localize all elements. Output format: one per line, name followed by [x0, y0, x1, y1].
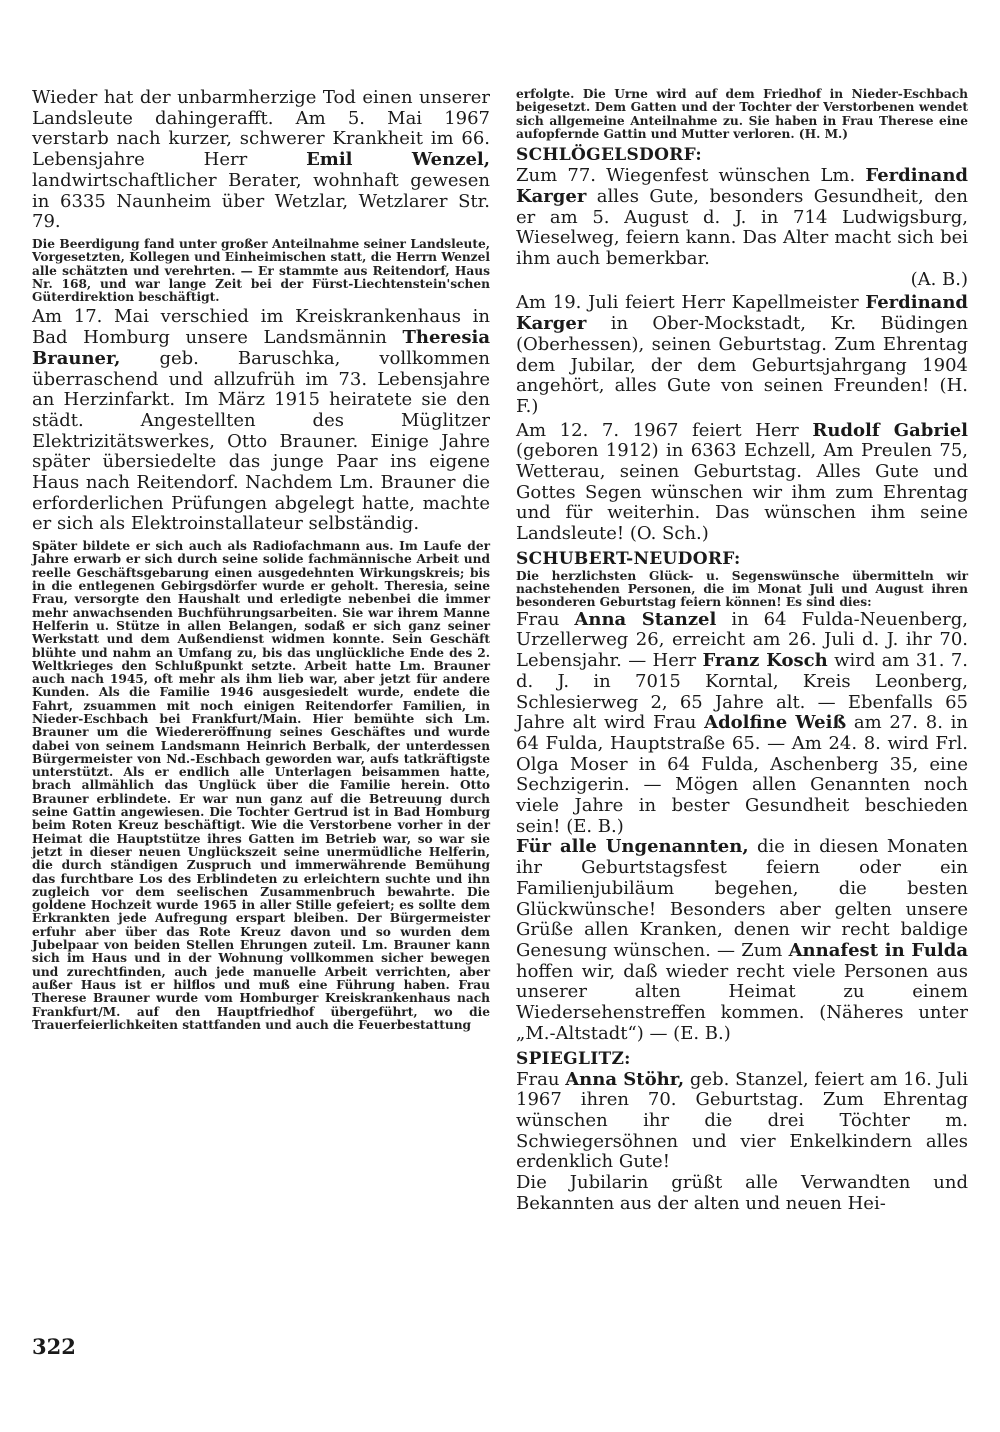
section-heading-spieglitz: SPIEGLITZ: [516, 1048, 631, 1069]
greeting-ferdinand-karger-77: Zum 77. Wiegenfest wünschen Lm. Ferdinand Karger alles Gute, besonders Gesundheit, den er am 5. August d. J. in 714 Ludwigsburg, Wieselweg, feiern kann. Das Alter macht sich bei ihm auch bemerkbar. [516, 165, 968, 269]
signature-ab: (A. B.) [910, 268, 968, 290]
obituary-wenzel: Wieder hat der unbarmherzige Tod einen unserer Landsleute dahingerafft. Am 5. Mai 1967 verstarb nach kurzer, schwerer Krankheit im 66. Lebensjahre Herr Emil Wenzel, landwirtschaftlicher Berater, wohnhaft gewesen in 6335 Naunheim über Wetzlar, Wetzlarer Str. 79. [32, 87, 490, 233]
greeting-ungenannte: Für alle Ungenannten, die in diesen Monaten ihr Geburtstagsfest feiern oder ein Familienjubiläum begehen, die besten Glückwünsche! Besonders aber gelten unsere Grüße allen Kranken, denen wir recht baldige Genesung wünschen. — Zum Annafest in Fulda hoffen wir, daß wieder recht viele Personen aus unserer alten Heimat zu einem Wiedersehenstreffen kommen. (Näheres unter „M.-Altstadt“) — (E. B.) [516, 836, 969, 1044]
obituary-wenzel-details: Die Beerdigung fand unter großer Anteilnahme seiner Landsleute, Vorgesetzten, Kollegen und Einheimischen statt, die Herrn Wenzel alle schätzten und verehrten. — Er stammte aus Reitendorf, Haus Nr. 168, und war lange Zeit bei der Fürst-Liechtenstein'schen Güterdirektion beschäftigt. [32, 236, 490, 305]
schubert-neudorf-intro: Die herzlichsten Glück- u. Segenswünsche übermitteln wir nachstehenden Personen, die im Monat Juli und August ihren besonderen Geburtstag feiern können! Es sind dies: [516, 568, 968, 610]
section-heading-schubert-neudorf: SCHUBERT-NEUDORF: [516, 548, 741, 569]
jubilarin-greeting: Die Jubilarin grüßt alle Verwandten und Bekannten aus der alten und neuen Hei- [516, 1172, 968, 1214]
obituary-brauner: Am 17. Mai verschied im Kreiskrankenhaus in Bad Homburg unsere Landsmännin Theresia Brauner, geb. Baruschka, vollkommen überraschend und allzufrüh im 73. Lebensjahre an Herzinfarkt. Im März 1915 heiratete sie den städt. Angestellten des Müglitzer Elektrizitätswerkes, Otto Brauner. Einige Jahre später übersiedelte das junge Paar ins eigene Haus nach Reitendorf. Nachdem Lm. Brauner die erforderlichen Prüfungen abgelegt hatte, machte er sich als Elektroinstallateur selbständig. [32, 306, 490, 535]
greeting-kapellmeister-karger: Am 19. Juli feiert Herr Kapellmeister Ferdinand Karger in Ober-Mockstadt, Kr. Büdingen (Oberhessen), seinen Geburtstag. Zum Ehrentag dem Jubilar, der dem Geburtsjahrgang 1904 angehört, alles Gute von seinen Freunden! (H. F.) [516, 292, 968, 417]
left-column [32, 88, 490, 1032]
greeting-rudolf-gabriel: Am 12. 7. 1967 feiert Herr Rudolf Gabriel (geboren 1912) in 6363 Echzell, Am Preulen 75, Wetterau, seinen Geburtstag. Alles Gute und Gottes Segen wünschen wir ihm zum Ehrentag und für weiterhin. Das wünschen ihm seine Landsleute! (O. Sch.) [516, 419, 968, 545]
birthday-list: Frau Anna Stanzel in 64 Fulda-Neuenberg, Urzellerweg 26, erreicht am 26. Juli d. J. ihr 70. Lebensjahr. — Herr Franz Kosch wird am 31. 7. d. J. in 7015 Korntal, Kreis Leonberg, Schlesierweg 2, 65 Jahre alt. — Ebenfalls 65 Jahre alt wird Frau Adolfine Weiß am 27. 8. in 64 Fulda, Hauptstraße 65. — Am 24. 8. wird Frl. Olga Moser in 64 Fulda, Aschenberg 35, eine Sechzigerin. — Mögen allen Genannten noch viele Jahre in bester Gesundheit beschieden sein! (E. B.) [516, 608, 969, 837]
greeting-anna-stoehr: Frau Anna Stöhr, geb. Stanzel, feiert am 16. Juli 1967 ihren 70. Geburtstag. Zum Ehrentag wünschen ihr die drei Töchter m. Schwiegersöhnen und vier Enkelkindern alles erdenklich Gute! [516, 1068, 968, 1173]
obituary-brauner-details: Später bildete er sich auch als Radiofachmann aus. Im Laufe der Jahre erwarb er sich durch seine solide fachmännische Arbeit und reelle Geschäftsgebarung einen ausgedehnten Wirkungskreis; bis in die entlegenen Gebirgsdörfer wurde er geholt. Theresia, seine Frau, versorgte den Haushalt und erledigte nebenbei die immer mehr anwachsenden Buchführungsarbeiten. Sie war ihrem Manne Helferin u. Stütze in allen Belangen, sodaß er sich ganz seiner Werkstatt und dem Außendienst widmen konnte. Sein Geschäft blühte und nahm an Umfang zu, bis das unglückliche Ende des 2. Weltkrieges den Schlußpunkt setzte. Arbeit hatte Lm. Brauner auch nach 1945, oft mehr als ihm lieb war, aber jetzt für andere Kunden. Als die Familie 1946 ausgesiedelt wurde, endete die Fahrt, zsuammen mit noch einigen Reitendorfer Familien, in Nieder-Eschbach bei Frankfurt/Main. Hier bemühte sich Lm. Brauner um die Wiedereröffnung seines Geschäftes und wurde dabei von seinem Landsmann Heinrich Berbalk, der unterdessen Bürgermeister von Nd.-Eschbach geworden war, aufs tatkräftigste unterstützt. Als er endlich alle Unterlagen beisammen hatte, brach allmählich das Unglück über die Familie herein. Otto Brauner erblindete. Er war nun ganz auf die Betreuung durch seine Gattin angewiesen. Die Tochter Gertrud ist in Bad Homburg beim Roten Kreuz beschäftigt. Wie die Verstorbene vorher in der Heimat die Hauptstütze ihres Gatten im Betrieb war, so war sie jetzt in dieser neuen Unglückszeit seine unermüdliche Helferin, die durch ständigen Zuspruch und immerwährende Bemühung das furchtbare Los des Erblindeten zu erleichtern suchte und ihn zugleich vor dem seelischen Zusammenbruch bewahrte. Die goldene Hochzeit wurde 1965 in aller Stille gefeiert; es sollte dem Erkrankten jede Aufregung erspart bleiben. Der Bürgermeister erfuhr aber über das Rote Kreuz davon und so wurden dem Jubelpaar von beiden Stellen Ehrungen zuteil. Lm. Brauner kann sich im Haus und in der Wohnung vollkommen sicher bewegen und zurechtfinden, auch jede manuelle Arbeit verrichten, aber außer Haus ist er hilflos und muß eine Führung haben. Frau Therese Brauner wurde vom Homburger Kreiskrankenhaus nach Frankfurt/M. auf den Hauptfriedhof übergeführt, wo die Trauerfeierlichkeiten stattfanden und auch die Feuerbestattung [32, 539, 490, 1032]
section-heading-schloegelsdorf: SCHLÖGELSDORF: [516, 145, 702, 166]
page-number: 322 [32, 1334, 76, 1359]
right-column [516, 88, 968, 1214]
obituary-brauner-continued: erfolgte. Die Urne wird auf dem Friedhof in Nieder-Eschbach beigesetzt. Dem Gatten und der Tochter der Verstorbenen wendet sich allgemeine Anteilnahme zu. Sie haben in Frau Therese eine aufopfernde Gattin und Mutter verloren. (H. M.) [516, 87, 968, 141]
